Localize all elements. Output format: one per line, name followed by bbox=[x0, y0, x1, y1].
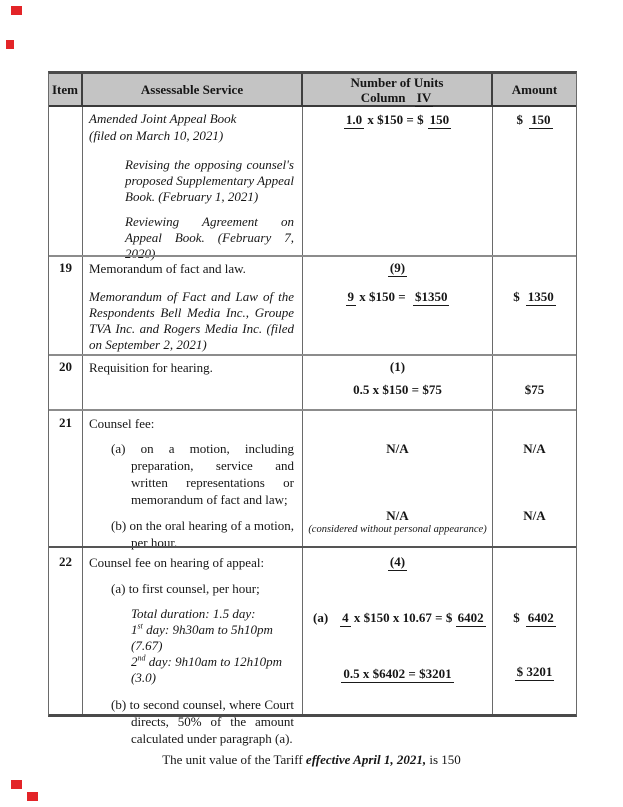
cell-service-appeal-book bbox=[83, 107, 303, 261]
header-units-line2: Column IV bbox=[360, 89, 432, 105]
header-cell-service bbox=[83, 74, 303, 105]
service-item-b: (b) on the oral hearing of a motion, per hour. bbox=[111, 518, 294, 550]
service-item-a: (a) to first counsel, per hour; bbox=[111, 581, 260, 596]
amount-value: $75 bbox=[524, 382, 545, 397]
cell-item-blank bbox=[49, 107, 83, 255]
units-na-a: N/A bbox=[386, 441, 409, 456]
header-cell-amount bbox=[493, 74, 576, 105]
cell-service-19 bbox=[83, 257, 303, 354]
note-effective-date: effective April 1, 2021, bbox=[305, 752, 427, 767]
note-suffix: is 150 bbox=[426, 752, 461, 767]
units-total: (4) bbox=[389, 554, 406, 569]
units-calculation: 1.0 x $150 = $ 150 bbox=[345, 112, 450, 127]
units-note: (considered without personal appearance) bbox=[308, 524, 487, 535]
units-total: (9) bbox=[389, 260, 406, 275]
tariff-unit-value-note bbox=[0, 752, 623, 768]
cell-units-21 bbox=[303, 411, 493, 546]
scan-mark bbox=[11, 6, 22, 15]
service-line: Requisition for hearing. bbox=[89, 360, 213, 375]
cell-amount-19 bbox=[493, 257, 576, 354]
header-units-label bbox=[351, 75, 444, 105]
cell-item-22 bbox=[49, 548, 83, 714]
units-calculation-a: (a) 4 x $150 x 10.67 = $ 6402 bbox=[313, 610, 484, 625]
service-line: Amended Joint Appeal Book bbox=[89, 111, 237, 126]
cell-units-19 bbox=[303, 257, 493, 354]
scan-mark bbox=[6, 40, 14, 49]
amount-na-a: N/A bbox=[523, 441, 546, 456]
units-na-b: N/A bbox=[386, 508, 409, 523]
service-paragraph: Memorandum of Fact and Law of the Respondents Bell Media Inc., Groupe TVA Inc. and Rogers Media Inc. (filed on September 2, 2021) bbox=[89, 289, 294, 352]
duration-line: Total duration: 1.5 day: bbox=[131, 606, 256, 621]
units-calculation-b: 0.5 x $6402 = $3201 bbox=[343, 666, 452, 681]
cell-units-appeal-book bbox=[303, 107, 493, 255]
cell-units-20 bbox=[303, 356, 493, 409]
header-item-label: Item bbox=[52, 81, 78, 97]
cell-units-22 bbox=[303, 548, 493, 714]
scan-mark bbox=[11, 780, 22, 789]
cell-amount-appeal-book bbox=[493, 107, 576, 255]
cell-amount-20 bbox=[493, 356, 576, 409]
cell-item-21 bbox=[49, 411, 83, 546]
cell-item-19 bbox=[49, 257, 83, 354]
scan-mark bbox=[27, 792, 38, 801]
item-number: 21 bbox=[59, 415, 72, 430]
header-amount-label: Amount bbox=[511, 81, 558, 97]
duration-line: 1st day: 9h30am to 5h10pm (7.67) bbox=[131, 621, 273, 653]
header-units-column-value: IV bbox=[416, 89, 432, 105]
service-line: Memorandum of fact and law. bbox=[89, 261, 246, 276]
units-calculation: 9 x $150 = $1350 bbox=[347, 289, 448, 304]
cell-amount-21 bbox=[493, 411, 576, 546]
amount-value-b: $ 3201 bbox=[516, 664, 553, 679]
note-prefix: The unit value of the Tariff bbox=[162, 752, 306, 767]
amount-value: $ 150 bbox=[516, 112, 551, 127]
service-paragraph: Revising the opposing counsel's proposed Supplementary Appeal Book. (February 1, 2021) bbox=[125, 157, 294, 204]
service-line: Counsel fee on hearing of appeal: bbox=[89, 555, 265, 570]
cell-service-22 bbox=[83, 548, 303, 746]
cell-amount-22 bbox=[493, 548, 576, 714]
service-line: Counsel fee: bbox=[89, 416, 155, 431]
table-header-row bbox=[49, 74, 576, 107]
item-number: 19 bbox=[59, 260, 72, 275]
header-service-label: Assessable Service bbox=[140, 81, 244, 97]
tariff-table bbox=[48, 71, 577, 746]
table-row-21 bbox=[49, 409, 576, 550]
table-row-22 bbox=[49, 546, 576, 746]
item-number: 22 bbox=[59, 554, 72, 569]
header-cell-units bbox=[303, 74, 493, 105]
table-row-18-continuation bbox=[49, 107, 576, 261]
amount-na-b: N/A bbox=[523, 508, 546, 523]
table-row-19 bbox=[49, 255, 576, 354]
service-item-b: (b) to second counsel, where Court directs, 50% of the amount calculated under paragraph (a). bbox=[111, 697, 294, 746]
cell-service-20 bbox=[83, 356, 303, 409]
amount-value-a: $ 6402 bbox=[513, 610, 554, 625]
table-row-20 bbox=[49, 354, 576, 409]
duration-line: 2nd day: 9h10am to 12h10pm (3.0) bbox=[131, 653, 282, 685]
cell-service-21 bbox=[83, 411, 303, 550]
units-total: (1) bbox=[389, 359, 406, 374]
amount-value: $ 1350 bbox=[513, 289, 554, 304]
service-item-a: (a) on a motion, including preparation, service and written representations or memorandum of fact and law; bbox=[111, 441, 294, 507]
header-cell-item bbox=[49, 74, 83, 105]
cell-item-20 bbox=[49, 356, 83, 409]
item-number: 20 bbox=[59, 359, 72, 374]
service-paragraph: Reviewing Agreement on Appeal Book. (February 7, 2020) bbox=[125, 214, 294, 261]
service-line: (filed on March 10, 2021) bbox=[89, 128, 224, 143]
units-calculation: 0.5 x $150 = $75 bbox=[353, 382, 442, 397]
header-units-line1: Number of Units bbox=[350, 74, 444, 90]
service-duration-details bbox=[131, 606, 294, 686]
